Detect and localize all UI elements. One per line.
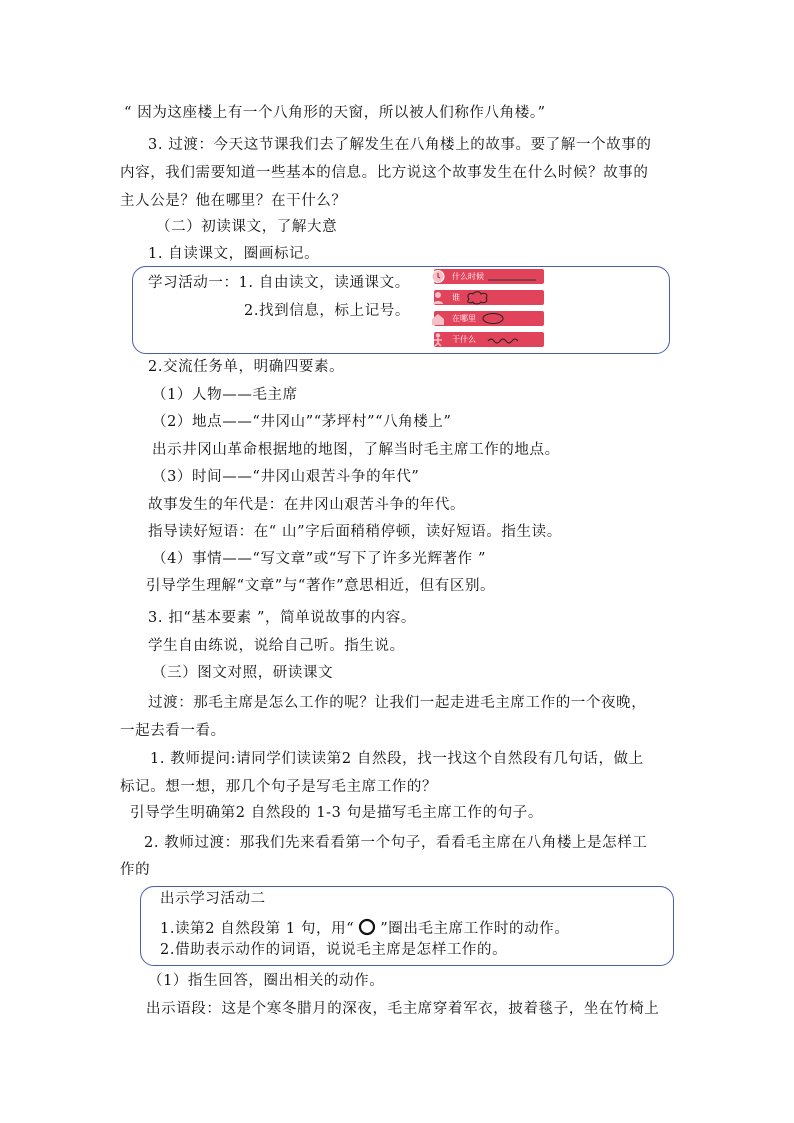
paragraph-line: 主人公是？他在哪里？在干什么？ (120, 193, 347, 209)
activity-one-line-1: 学习活动一：1. 自由读文，读通课文。 (148, 275, 410, 291)
paragraph-line: 作的 (120, 862, 151, 878)
figure-icon (430, 332, 446, 347)
ribbon-who-label: 谁 (452, 293, 460, 302)
paragraph-line: 引导学生理解“文章”与“著作”意思相近，但有区别。 (146, 578, 496, 594)
paragraph-line: （3）时间——“井冈山艰苦斗争的年代” (152, 469, 420, 485)
ellipse-mark (480, 312, 506, 325)
paragraph-line: 指导读好短语：在“ 山”字后面稍稍停顿，读好短语。指生读。 (148, 524, 562, 540)
quote-line: “ 因为这座楼上有一个八角形的天窗，所以被人们称作八角楼。” (124, 105, 546, 121)
activity-two-line-1-start: 1.读第2 自然段第 1 句，用“ (160, 921, 355, 937)
paragraph-line: 内容，我们需要知道一些基本的信息。比方说这个故事发生在什么时候？故事的 (120, 165, 649, 181)
person-icon (430, 290, 446, 305)
ribbon-doing (434, 332, 544, 347)
ribbon-doing-label: 干什么 (452, 335, 476, 344)
circle-symbol-icon (358, 918, 376, 936)
paragraph-line: 2. 教师过渡：那我们先来看看第一个句子，看看毛主席在八角楼上是怎样工 (144, 835, 648, 851)
paragraph-line: 过渡：那毛主席是怎么工作的呢？让我们一起走进毛主席工作的一个夜晚， (148, 695, 647, 711)
section-heading: （三）图文对照，研读课文 (152, 665, 334, 681)
paragraph-line: 1. 自读课文，圈画标记。 (148, 246, 320, 262)
paragraph-line: 1. 教师提问:请同学们读读第2 自然段，找一找这个自然段有几句话，做上 (150, 751, 644, 767)
paragraph-line: 出示语段：这是个寒冬腊月的深夜，毛主席穿着军衣，披着毯子，坐在竹椅上 (146, 1001, 660, 1017)
paragraph-line: （1）指生回答，圈出相关的动作。 (148, 973, 385, 989)
ribbon-when-label: 什么时候 (452, 272, 484, 281)
paragraph-line: （4）事情——“写文章”或“写下了许多光辉著作 ” (152, 551, 486, 567)
ribbon-where-label: 在哪里 (452, 314, 476, 323)
paragraph-line: 学生自由练说，说给自己听。指生说。 (148, 638, 405, 654)
paragraph-line: 出示井冈山革命根据地的地图，了解当时毛主席工作的地点。 (152, 442, 560, 458)
paragraph-line: （2）地点——“井冈山”“茅坪村”“八角楼上” (152, 414, 452, 430)
ribbon-when (434, 269, 544, 284)
activity-one-line-2: 2.找到信息，标上记号。 (244, 303, 411, 319)
wave-mark (486, 335, 526, 345)
ribbon-where (434, 311, 544, 326)
paragraph-line: 3. 扣“基本要素 ”，简单说故事的内容。 (148, 610, 416, 626)
activity-two-title: 出示学习活动二 (160, 891, 266, 907)
paragraph-line: （1）人物——毛主席 (152, 387, 298, 403)
paragraph-line: 一起去看一看。 (120, 723, 226, 739)
house-icon (430, 311, 446, 326)
paragraph-line: 标记。想一想，那几个句子是写毛主席工作的？ (120, 779, 438, 795)
paragraph-line: 引导学生明确第2 自然段的 1-3 句是描写毛主席工作的句子。 (130, 805, 544, 821)
activity-two-line-1 (160, 918, 569, 938)
activity-two-line-2: 2.借助表示动作的词语，说说毛主席是怎样工作的。 (160, 942, 508, 958)
paragraph-line: 2.交流任务单，明确四要素。 (148, 359, 345, 375)
activity-two-line-1-end: ”圈出毛主席工作时的动作。 (380, 921, 570, 937)
underline-mark (486, 272, 538, 282)
ribbon-who (434, 290, 544, 305)
section-heading: （二）初读课文，了解大意 (156, 219, 338, 235)
paragraph-line: 故事发生的年代是：在井冈山艰苦斗争的年代。 (148, 497, 466, 513)
cloud-mark (464, 290, 492, 305)
clock-icon (430, 269, 446, 284)
paragraph-line: 3. 过渡：今天这节课我们去了解发生在八角楼上的故事。要了解一个故事的 (148, 137, 652, 153)
